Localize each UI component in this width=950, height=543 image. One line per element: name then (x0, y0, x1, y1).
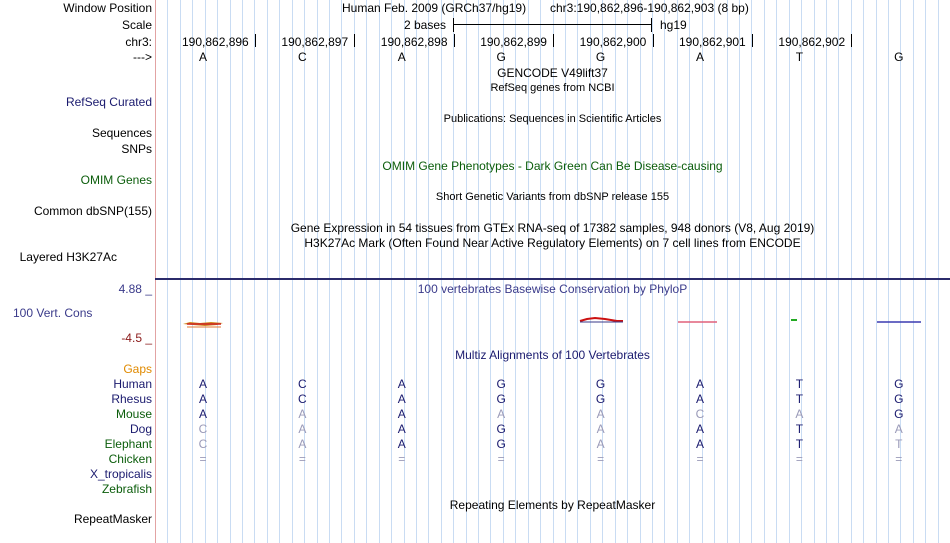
alignment-base: G (595, 377, 606, 391)
sequence-base: G (595, 50, 606, 64)
common-dbsnp-label[interactable]: Common dbSNP(155) (33, 204, 152, 218)
alignment-base: A (695, 392, 704, 406)
alignment-base: T (795, 377, 804, 391)
scale-label: Scale (121, 18, 152, 32)
coordinate-label: 190,862,900 (579, 35, 647, 49)
sequence-base: C (298, 50, 307, 64)
alignment-base: T (795, 437, 804, 451)
dbsnp-track-title[interactable]: Short Genetic Variants from dbSNP release 155 (435, 191, 670, 203)
gencode-track-title[interactable]: GENCODE V49lift37 (497, 66, 608, 80)
coordinate-label: 190,862,901 (679, 35, 746, 49)
species-label-human[interactable]: Human (113, 377, 152, 391)
alignment-base: C (695, 407, 705, 421)
coordinate-label: 190,862,899 (480, 35, 547, 49)
alignment-base: = (795, 452, 803, 466)
alignment-base: G (894, 407, 904, 421)
alignment-base: = (497, 452, 505, 466)
repeatmasker-label[interactable]: RepeatMasker (73, 512, 152, 526)
alignment-base: C (198, 422, 208, 436)
alignment-base: A (298, 407, 307, 421)
alignment-base: A (596, 407, 605, 421)
phylop-mark-4 (580, 318, 623, 321)
omim-genes-label[interactable]: OMIM Genes (80, 173, 152, 187)
refseq-curated-label[interactable]: RefSeq Curated (65, 95, 152, 109)
alignment-base: T (795, 422, 804, 436)
alignment-base: A (795, 407, 804, 421)
alignment-base: = (398, 452, 406, 466)
coordinate-tick (851, 34, 852, 47)
coordinate-label: 190,862,896 (182, 35, 249, 49)
gtex-track-title[interactable]: Gene Expression in 54 tissues from GTEx RNA-seq of 17382 samples, 948 donors (V8, Aug 2019) (290, 221, 815, 235)
alignment-base: T (895, 437, 903, 451)
multiz-track-title[interactable]: Multiz Alignments of 100 Vertebrates (455, 348, 650, 362)
sequence-base: G (496, 50, 506, 64)
scale-bar (453, 18, 652, 32)
alignment-base: = (298, 452, 306, 466)
alignment-base: A (397, 422, 406, 436)
scale-db: hg19 (660, 18, 687, 32)
coordinate-label: 190,862,902 (778, 35, 846, 49)
coordinate-tick (255, 34, 256, 47)
h3k27ac-track-title[interactable]: H3K27Ac Mark (Often Found Near Active Regulatory Elements) on 7 cell lines from ENCODE (304, 236, 801, 250)
alignment-base: A (397, 407, 406, 421)
sequence-base: G (894, 50, 904, 64)
alignment-base: G (496, 422, 506, 436)
coordinate-tick (454, 34, 455, 47)
window-position-label: Window Position (63, 1, 152, 15)
strand-label: ---> (133, 50, 152, 64)
assembly-title: Human Feb. 2009 (GRCh37/hg19) (342, 1, 527, 15)
alignment-base: C (198, 437, 208, 451)
species-label-mouse[interactable]: Mouse (115, 407, 152, 421)
alignment-base: A (695, 422, 704, 436)
alignment-base: A (198, 407, 207, 421)
alignment-base: = (696, 452, 704, 466)
alignment-base: = (597, 452, 605, 466)
species-label-chicken[interactable]: Chicken (108, 452, 152, 466)
gaps-label[interactable]: Gaps (123, 362, 152, 376)
layered-h3k27ac-label[interactable]: Layered H3K27Ac (19, 250, 117, 264)
species-label-dog[interactable]: Dog (129, 422, 152, 436)
alignment-base: A (894, 422, 903, 436)
alignment-base: A (695, 377, 704, 391)
alignment-base: A (695, 437, 704, 451)
alignment-base: C (298, 377, 307, 391)
coordinate-tick (752, 34, 753, 47)
refseq-track-title[interactable]: RefSeq genes from NCBI (490, 82, 615, 94)
alignment-base: G (894, 377, 904, 391)
coordinate-label: 190,862,898 (380, 35, 448, 49)
sequence-base: A (397, 50, 406, 64)
snps-label[interactable]: SNPs (121, 142, 152, 156)
track-divider (155, 278, 950, 280)
species-label-elephant[interactable]: Elephant (104, 437, 152, 451)
100-vert-cons-label[interactable]: 100 Vert. Cons (13, 306, 93, 320)
alignment-base: C (298, 392, 307, 406)
species-label-x_tropicalis[interactable]: X_tropicalis (89, 467, 152, 481)
alignment-base: G (595, 392, 606, 406)
coordinate-tick (653, 34, 654, 47)
alignment-base: A (198, 392, 207, 406)
coordinate-tick (553, 34, 554, 47)
alignment-base: G (496, 392, 506, 406)
phylop-track-title[interactable]: 100 vertebrates Basewise Conservation by PhyloP (417, 282, 688, 296)
position-title: chr3:190,862,896-190,862,903 (8 bp) (550, 1, 749, 15)
alignment-base: A (596, 437, 605, 451)
alignment-base: A (596, 422, 605, 436)
alignment-base: A (298, 437, 307, 451)
alignment-base: G (496, 377, 506, 391)
alignment-base: = (895, 452, 903, 466)
sequences-label[interactable]: Sequences (91, 126, 152, 140)
phylop-min-value: -4.5 _ (121, 331, 152, 345)
species-label-zebrafish[interactable]: Zebrafish (101, 482, 152, 496)
sequence-base: A (198, 50, 207, 64)
coordinate-tick (354, 34, 355, 47)
alignment-base: A (198, 377, 207, 391)
alignment-base: G (496, 437, 506, 451)
omim-track-title[interactable]: OMIM Gene Phenotypes - Dark Green Can Be Disease-causing (382, 159, 723, 173)
phylop-max-value: 4.88 _ (118, 282, 152, 296)
phylop-wiggle (155, 310, 950, 335)
publications-track-title[interactable]: Publications: Sequences in Scientific Articles (443, 113, 662, 125)
sequence-base: A (695, 50, 704, 64)
chrom-label: chr3: (125, 35, 152, 49)
species-label-rhesus[interactable]: Rhesus (111, 392, 152, 406)
alignment-base: A (298, 422, 307, 436)
alignment-base: A (397, 437, 406, 451)
alignment-base: T (795, 392, 804, 406)
coordinate-label: 190,862,897 (281, 35, 349, 49)
scale-text: 2 bases (404, 18, 447, 32)
alignment-base: A (397, 377, 406, 391)
repeatmasker-track-title[interactable]: Repeating Elements by RepeatMasker (449, 498, 656, 512)
alignment-base: = (199, 452, 207, 466)
alignment-base: A (497, 407, 506, 421)
alignment-base: A (397, 392, 406, 406)
alignment-base: G (894, 392, 904, 406)
sequence-base: T (795, 50, 804, 64)
